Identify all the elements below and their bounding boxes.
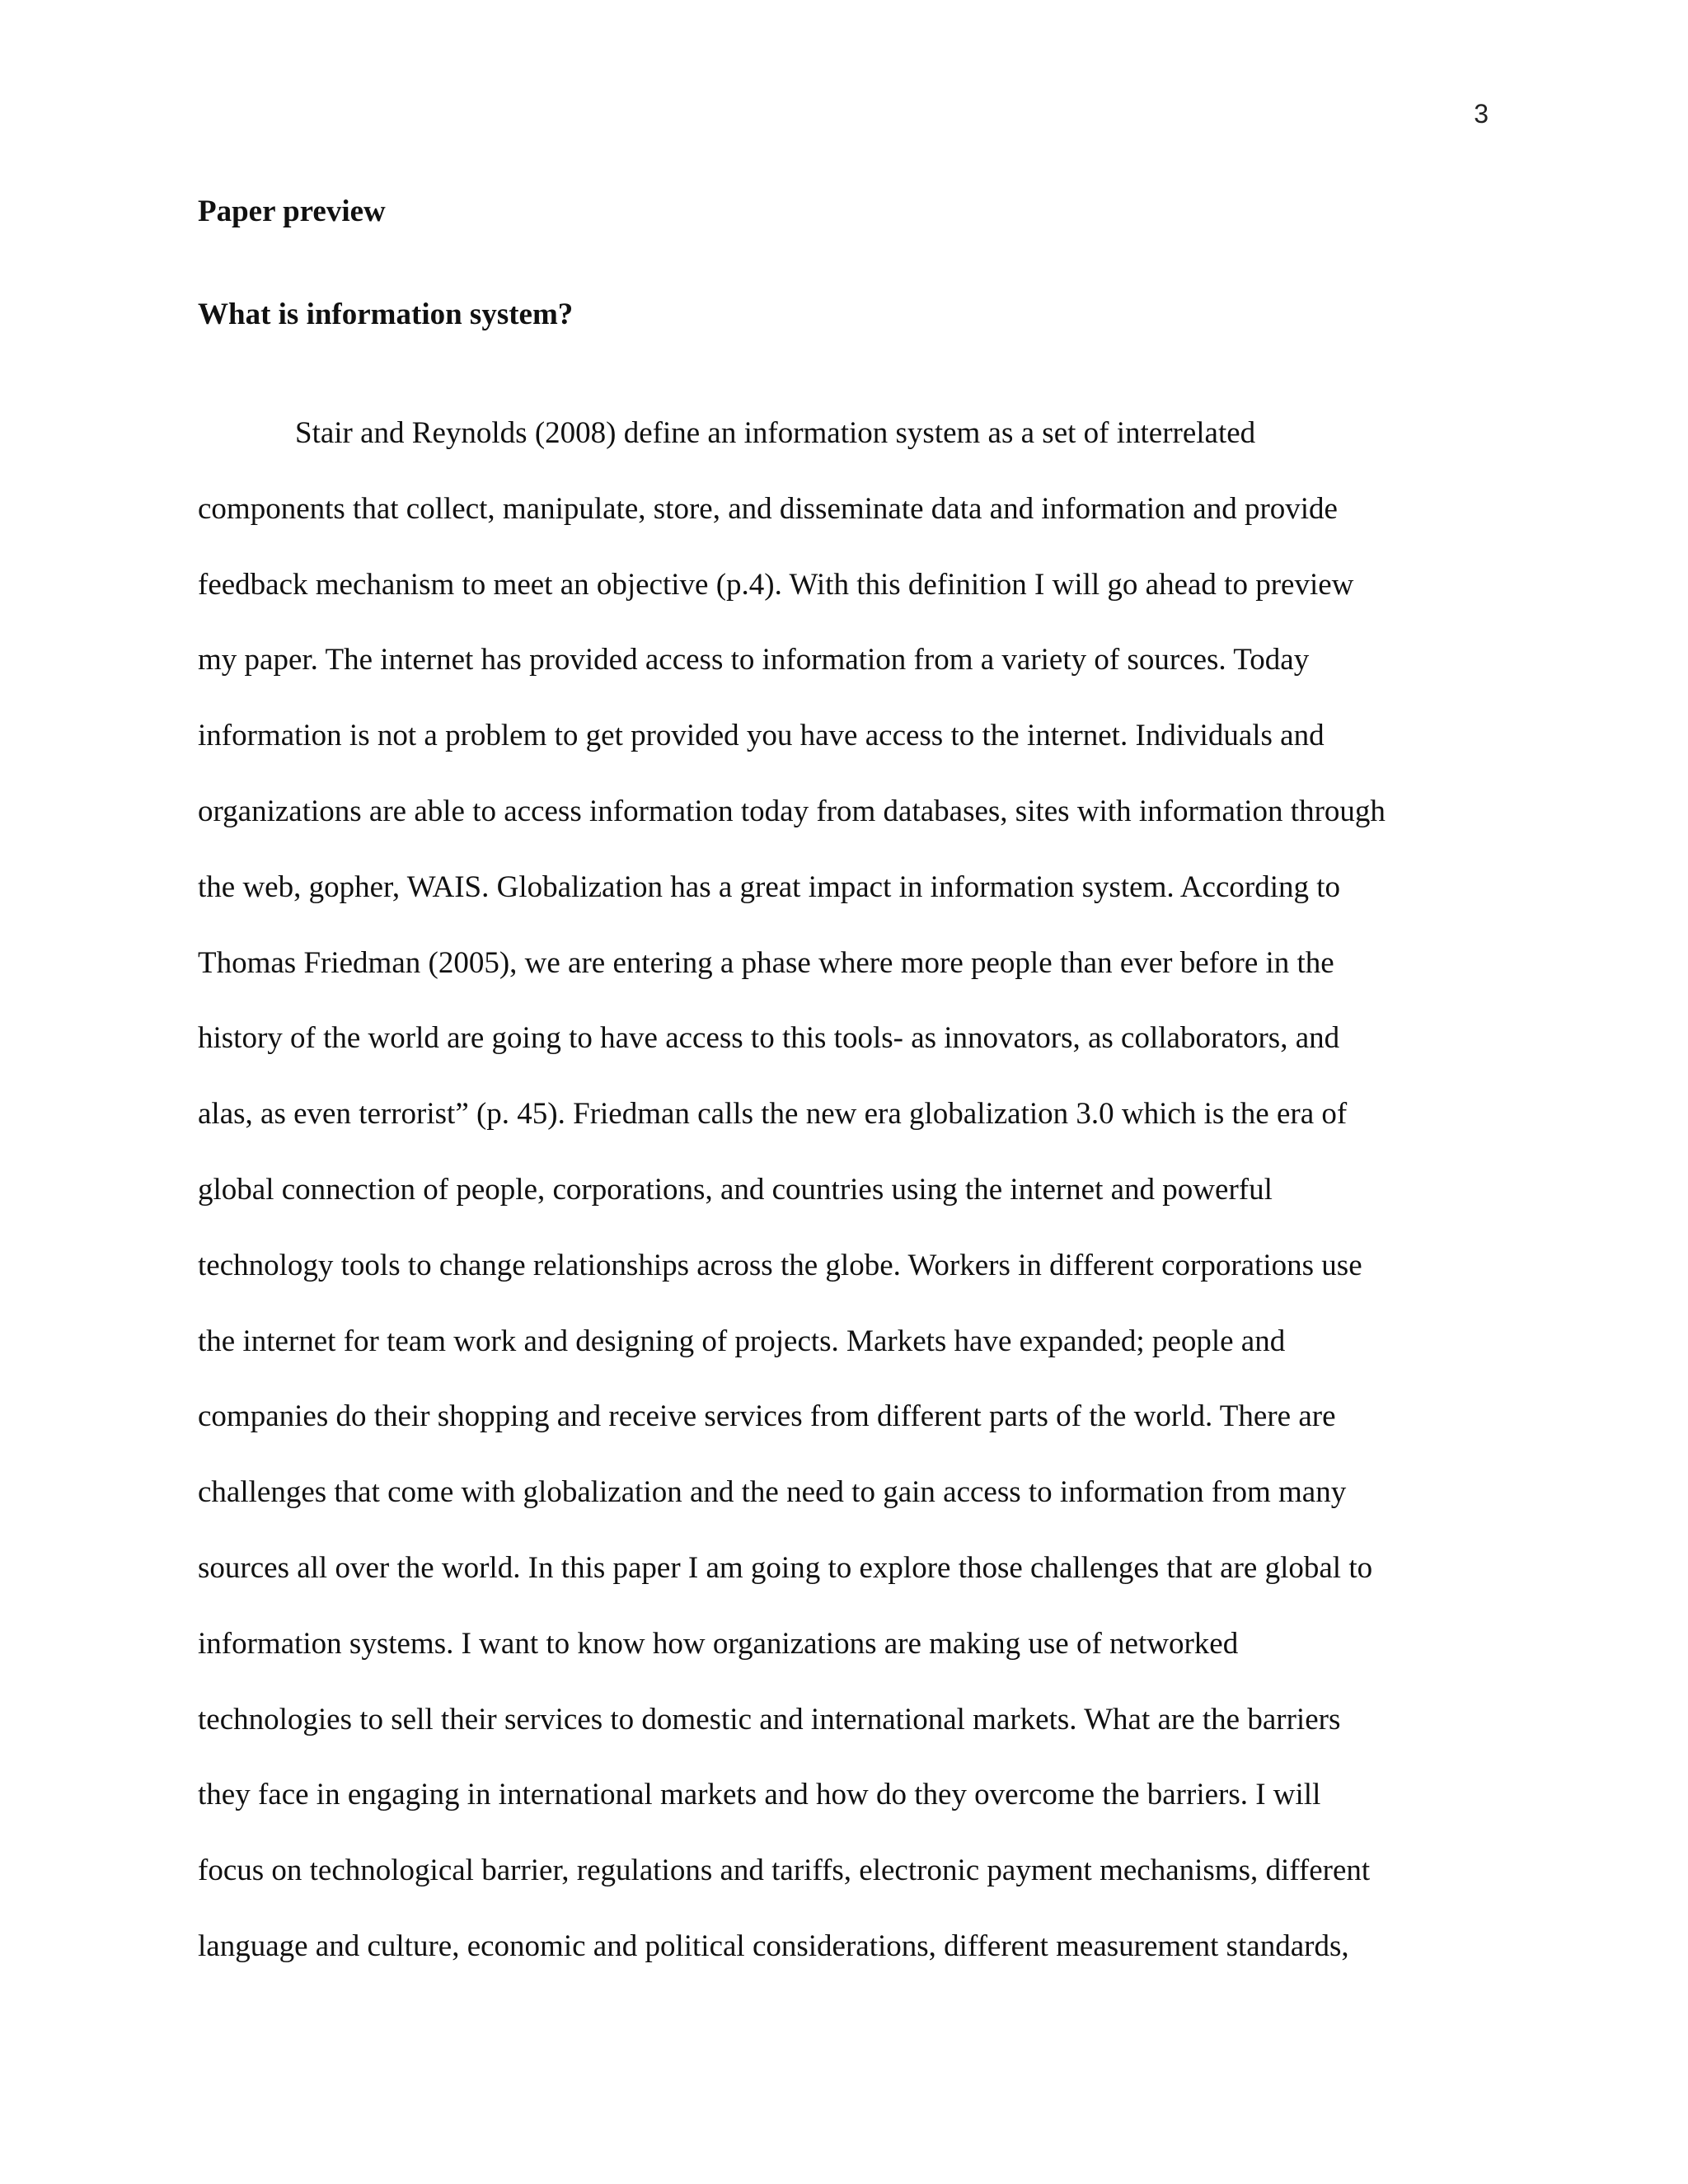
body-line-18: technologies to sell their services to domestic and international markets. What are the barriers <box>198 1702 1341 1736</box>
body-line-8: Thomas Friedman (2005), we are entering a phase where more people than ever before in the <box>198 945 1334 980</box>
body-line-1: Stair and Reynolds (2008) define an information system as a set of interrelated <box>295 416 1256 450</box>
body-line-13: the internet for team work and designing of projects. Markets have expanded; people and <box>198 1324 1286 1358</box>
body-line-6: organizations are able to access information today from databases, sites with information through <box>198 794 1386 828</box>
body-line-20: focus on technological barrier, regulations and tariffs, electronic payment mechanisms, different <box>198 1854 1371 1888</box>
page-number: 3 <box>1474 99 1489 129</box>
body-line-9: history of the world are going to have access to this tools- as innovators, as collaborators, and <box>198 1021 1340 1056</box>
body-line-21: language and culture, economic and political considerations, different measurement standards, <box>198 1929 1349 1963</box>
body-line-14: companies do their shopping and receive services from different parts of the world. There are <box>198 1399 1336 1434</box>
body-line-5: information is not a problem to get provided you have access to the internet. Individuals and <box>198 719 1325 753</box>
body-line-16: sources all over the world. In this paper I am going to explore those challenges that are global to <box>198 1550 1373 1585</box>
body-line-4: my paper. The internet has provided access to information from a variety of sources. Today <box>198 643 1310 677</box>
body-line-11: global connection of people, corporations, and countries using the internet and powerful <box>198 1172 1273 1207</box>
body-line-2: components that collect, manipulate, store, and disseminate data and information and provide <box>198 491 1338 526</box>
body-line-3: feedback mechanism to meet an objective (p.4). With this definition I will go ahead to preview <box>198 567 1354 602</box>
body-line-7: the web, gopher, WAIS. Globalization has a great impact in information system. According to <box>198 869 1341 904</box>
section-heading-question: What is information system? <box>198 298 574 331</box>
section-heading-paper-preview: Paper preview <box>198 194 386 228</box>
body-line-15: challenges that come with globalization and the need to gain access to information from many <box>198 1475 1347 1510</box>
body-line-19: they face in engaging in international markets and how do they overcome the barriers. I will <box>198 1778 1321 1812</box>
document-content <box>198 191 1497 1985</box>
body-line-10: alas, as even terrorist” (p. 45). Friedman calls the new era globalization 3.0 which is the era of <box>198 1097 1348 1132</box>
body-line-12: technology tools to change relationships across the globe. Workers in different corporations use <box>198 1248 1362 1282</box>
body-line-17: information systems. I want to know how organizations are making use of networked <box>198 1626 1239 1661</box>
body-paragraph <box>198 396 1497 1985</box>
